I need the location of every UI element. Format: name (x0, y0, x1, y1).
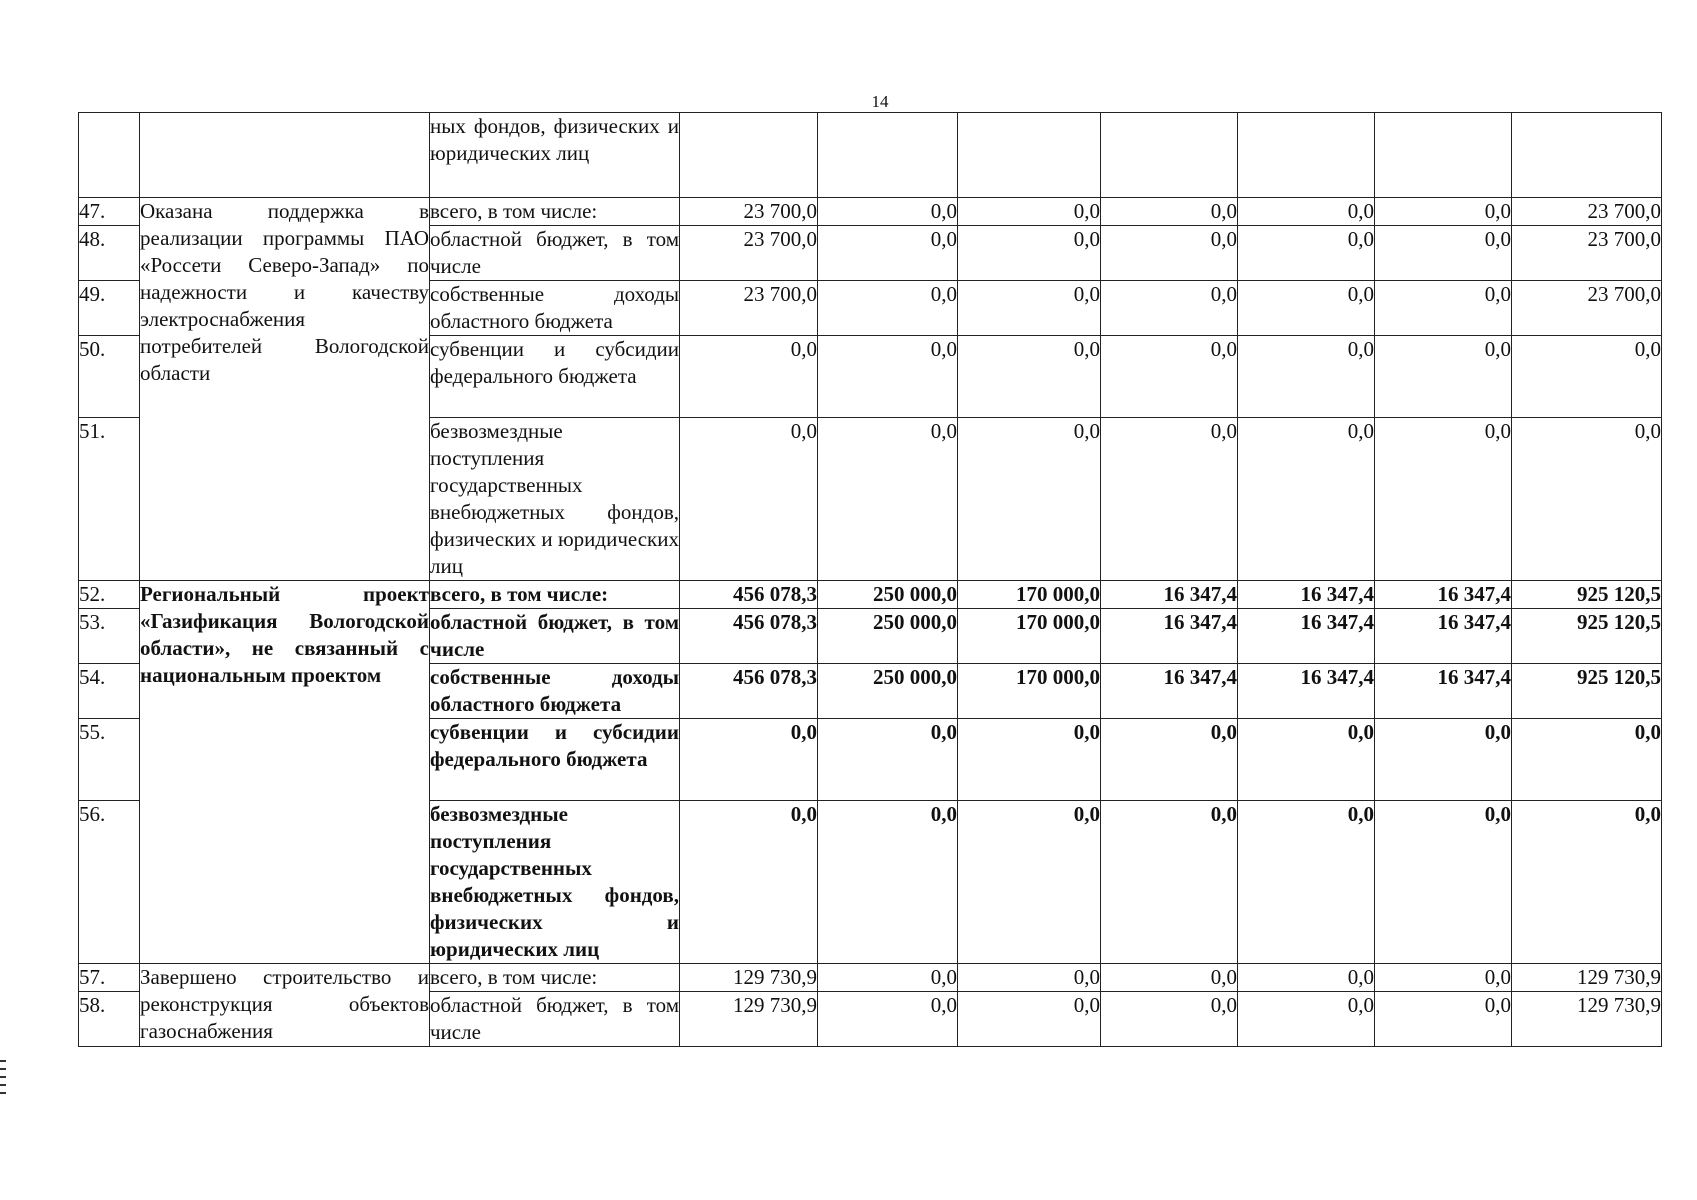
event-name: Завершено строительство и реконструкция объектов газоснабжения (140, 964, 430, 1047)
scan-edge-marks (0, 1060, 6, 1100)
value-cell: 0,0 (818, 418, 958, 581)
value-cell: 0,0 (958, 198, 1101, 226)
value-cell: 0,0 (1238, 281, 1375, 336)
value-cell: 0,0 (1101, 281, 1238, 336)
value-cell: 0,0 (1512, 801, 1662, 964)
table-row (79, 198, 1662, 226)
value-cell: 0,0 (1238, 801, 1375, 964)
value-cell: 925 120,5 (1512, 609, 1662, 664)
row-number: 50. (79, 336, 140, 418)
value-cell: 0,0 (1101, 801, 1238, 964)
row-number: 48. (79, 226, 140, 281)
value-cell: 0,0 (1512, 418, 1662, 581)
value-cell: 0,0 (818, 336, 958, 418)
value-cell: 0,0 (680, 801, 818, 964)
value-cell: 0,0 (1101, 418, 1238, 581)
value-cell: 0,0 (958, 281, 1101, 336)
value-cell: 0,0 (818, 801, 958, 964)
value-cell: 0,0 (1375, 198, 1512, 226)
value-cell: 0,0 (1512, 336, 1662, 418)
row-number: 54. (79, 664, 140, 719)
row-number (79, 113, 140, 198)
value-cell: 0,0 (1375, 964, 1512, 992)
value-cell: 0,0 (1101, 226, 1238, 281)
value-cell: 129 730,9 (680, 992, 818, 1047)
value-cell: 23 700,0 (680, 281, 818, 336)
value-cell: 0,0 (818, 719, 958, 801)
value-cell: 0,0 (958, 226, 1101, 281)
funding-source: всего, в том числе: (430, 964, 680, 992)
value-cell: 0,0 (818, 198, 958, 226)
value-cell: 0,0 (958, 719, 1101, 801)
value-cell: 23 700,0 (1512, 226, 1662, 281)
value-cell: 250 000,0 (818, 664, 958, 719)
value-cell: 0,0 (1512, 719, 1662, 801)
value-cell: 16 347,4 (1375, 609, 1512, 664)
funding-source: всего, в том числе: (430, 581, 680, 609)
event-name: Оказана поддержка в реализации программы ПАО «Россети Северо-Запад» по надежности и качеству электроснабжения потребителей Вологодской области (140, 198, 430, 581)
event-name (140, 113, 430, 198)
value-cell: 0,0 (1238, 198, 1375, 226)
value-cell: 170 000,0 (958, 609, 1101, 664)
value-cell: 0,0 (1238, 964, 1375, 992)
value-cell: 0,0 (1101, 198, 1238, 226)
value-cell: 456 078,3 (680, 664, 818, 719)
value-cell: 0,0 (1101, 992, 1238, 1047)
value-cell: 16 347,4 (1238, 664, 1375, 719)
table-row (79, 113, 1662, 198)
row-number: 49. (79, 281, 140, 336)
funding-source: областной бюджет, в том числе (430, 992, 680, 1047)
funding-source: субвенции и субсидии федерального бюджета (430, 719, 680, 801)
funding-source: безвозмездные поступления государственных внебюджетных фондов, физических и юридических лиц (430, 418, 680, 581)
table-row (79, 581, 1662, 609)
value-cell: 0,0 (1101, 964, 1238, 992)
value-cell: 16 347,4 (1101, 609, 1238, 664)
budget-table (78, 112, 1662, 1047)
value-cell: 16 347,4 (1375, 664, 1512, 719)
value-cell: 0,0 (1238, 992, 1375, 1047)
value-cell: 0,0 (818, 226, 958, 281)
value-cell: 23 700,0 (1512, 281, 1662, 336)
value-cell: 0,0 (680, 719, 818, 801)
value-cell: 170 000,0 (958, 581, 1101, 609)
row-number: 51. (79, 418, 140, 581)
event-name: Региональный проект «Газификация Вологодской области», не связанный с национальным проектом (140, 581, 430, 964)
value-cell: 0,0 (818, 964, 958, 992)
funding-source: областной бюджет, в том числе (430, 609, 680, 664)
value-cell: 16 347,4 (1101, 664, 1238, 719)
value-cell: 0,0 (680, 336, 818, 418)
value-cell: 0,0 (1101, 719, 1238, 801)
value-cell: 0,0 (958, 964, 1101, 992)
value-cell: 925 120,5 (1512, 664, 1662, 719)
value-cell: 16 347,4 (1375, 581, 1512, 609)
value-cell: 925 120,5 (1512, 581, 1662, 609)
value-cell: 0,0 (1375, 418, 1512, 581)
funding-source: собственные доходы областного бюджета (430, 281, 680, 336)
value-cell: 250 000,0 (818, 581, 958, 609)
funding-source: собственные доходы областного бюджета (430, 664, 680, 719)
value-cell: 0,0 (1375, 719, 1512, 801)
value-cell: 170 000,0 (958, 664, 1101, 719)
page-number: 14 (871, 92, 889, 111)
funding-source: всего, в том числе: (430, 198, 680, 226)
value-cell: 0,0 (958, 418, 1101, 581)
value-cell: 0,0 (1375, 281, 1512, 336)
value-cell: 0,0 (680, 418, 818, 581)
value-cell: 16 347,4 (1101, 581, 1238, 609)
value-cell: 0,0 (1238, 226, 1375, 281)
row-number: 47. (79, 198, 140, 226)
value-cell: 129 730,9 (680, 964, 818, 992)
row-number: 58. (79, 992, 140, 1047)
value-cell: 0,0 (818, 992, 958, 1047)
value-cell: 16 347,4 (1238, 609, 1375, 664)
value-cell: 0,0 (958, 336, 1101, 418)
value-cell: 0,0 (1101, 336, 1238, 418)
funding-source: субвенции и субсидии федерального бюджета (430, 336, 680, 418)
value-cell: 129 730,9 (1512, 964, 1662, 992)
funding-source: ных фондов, физических и юридических лиц (430, 113, 680, 198)
value-cell: 456 078,3 (680, 609, 818, 664)
row-number: 56. (79, 801, 140, 964)
value-cell: 0,0 (1238, 719, 1375, 801)
value-cell: 0,0 (818, 281, 958, 336)
table-row (79, 964, 1662, 992)
value-cell: 23 700,0 (1512, 198, 1662, 226)
value-cell: 0,0 (1375, 992, 1512, 1047)
value-cell: 250 000,0 (818, 609, 958, 664)
value-cell: 456 078,3 (680, 581, 818, 609)
value-cell: 0,0 (958, 801, 1101, 964)
value-cell: 0,0 (1238, 418, 1375, 581)
funding-source: областной бюджет, в том числе (430, 226, 680, 281)
funding-source: безвозмездные поступления государственных внебюджетных фондов, физических и юридических лиц (430, 801, 680, 964)
value-cell: 129 730,9 (1512, 992, 1662, 1047)
value-cell: 0,0 (958, 992, 1101, 1047)
value-cell: 23 700,0 (680, 226, 818, 281)
row-number: 53. (79, 609, 140, 664)
value-cell: 23 700,0 (680, 198, 818, 226)
value-cell: 16 347,4 (1238, 581, 1375, 609)
row-number: 52. (79, 581, 140, 609)
value-cell: 0,0 (1238, 336, 1375, 418)
row-number: 55. (79, 719, 140, 801)
value-cell: 0,0 (1375, 336, 1512, 418)
row-number: 57. (79, 964, 140, 992)
value-cell: 0,0 (1375, 226, 1512, 281)
value-cell: 0,0 (1375, 801, 1512, 964)
